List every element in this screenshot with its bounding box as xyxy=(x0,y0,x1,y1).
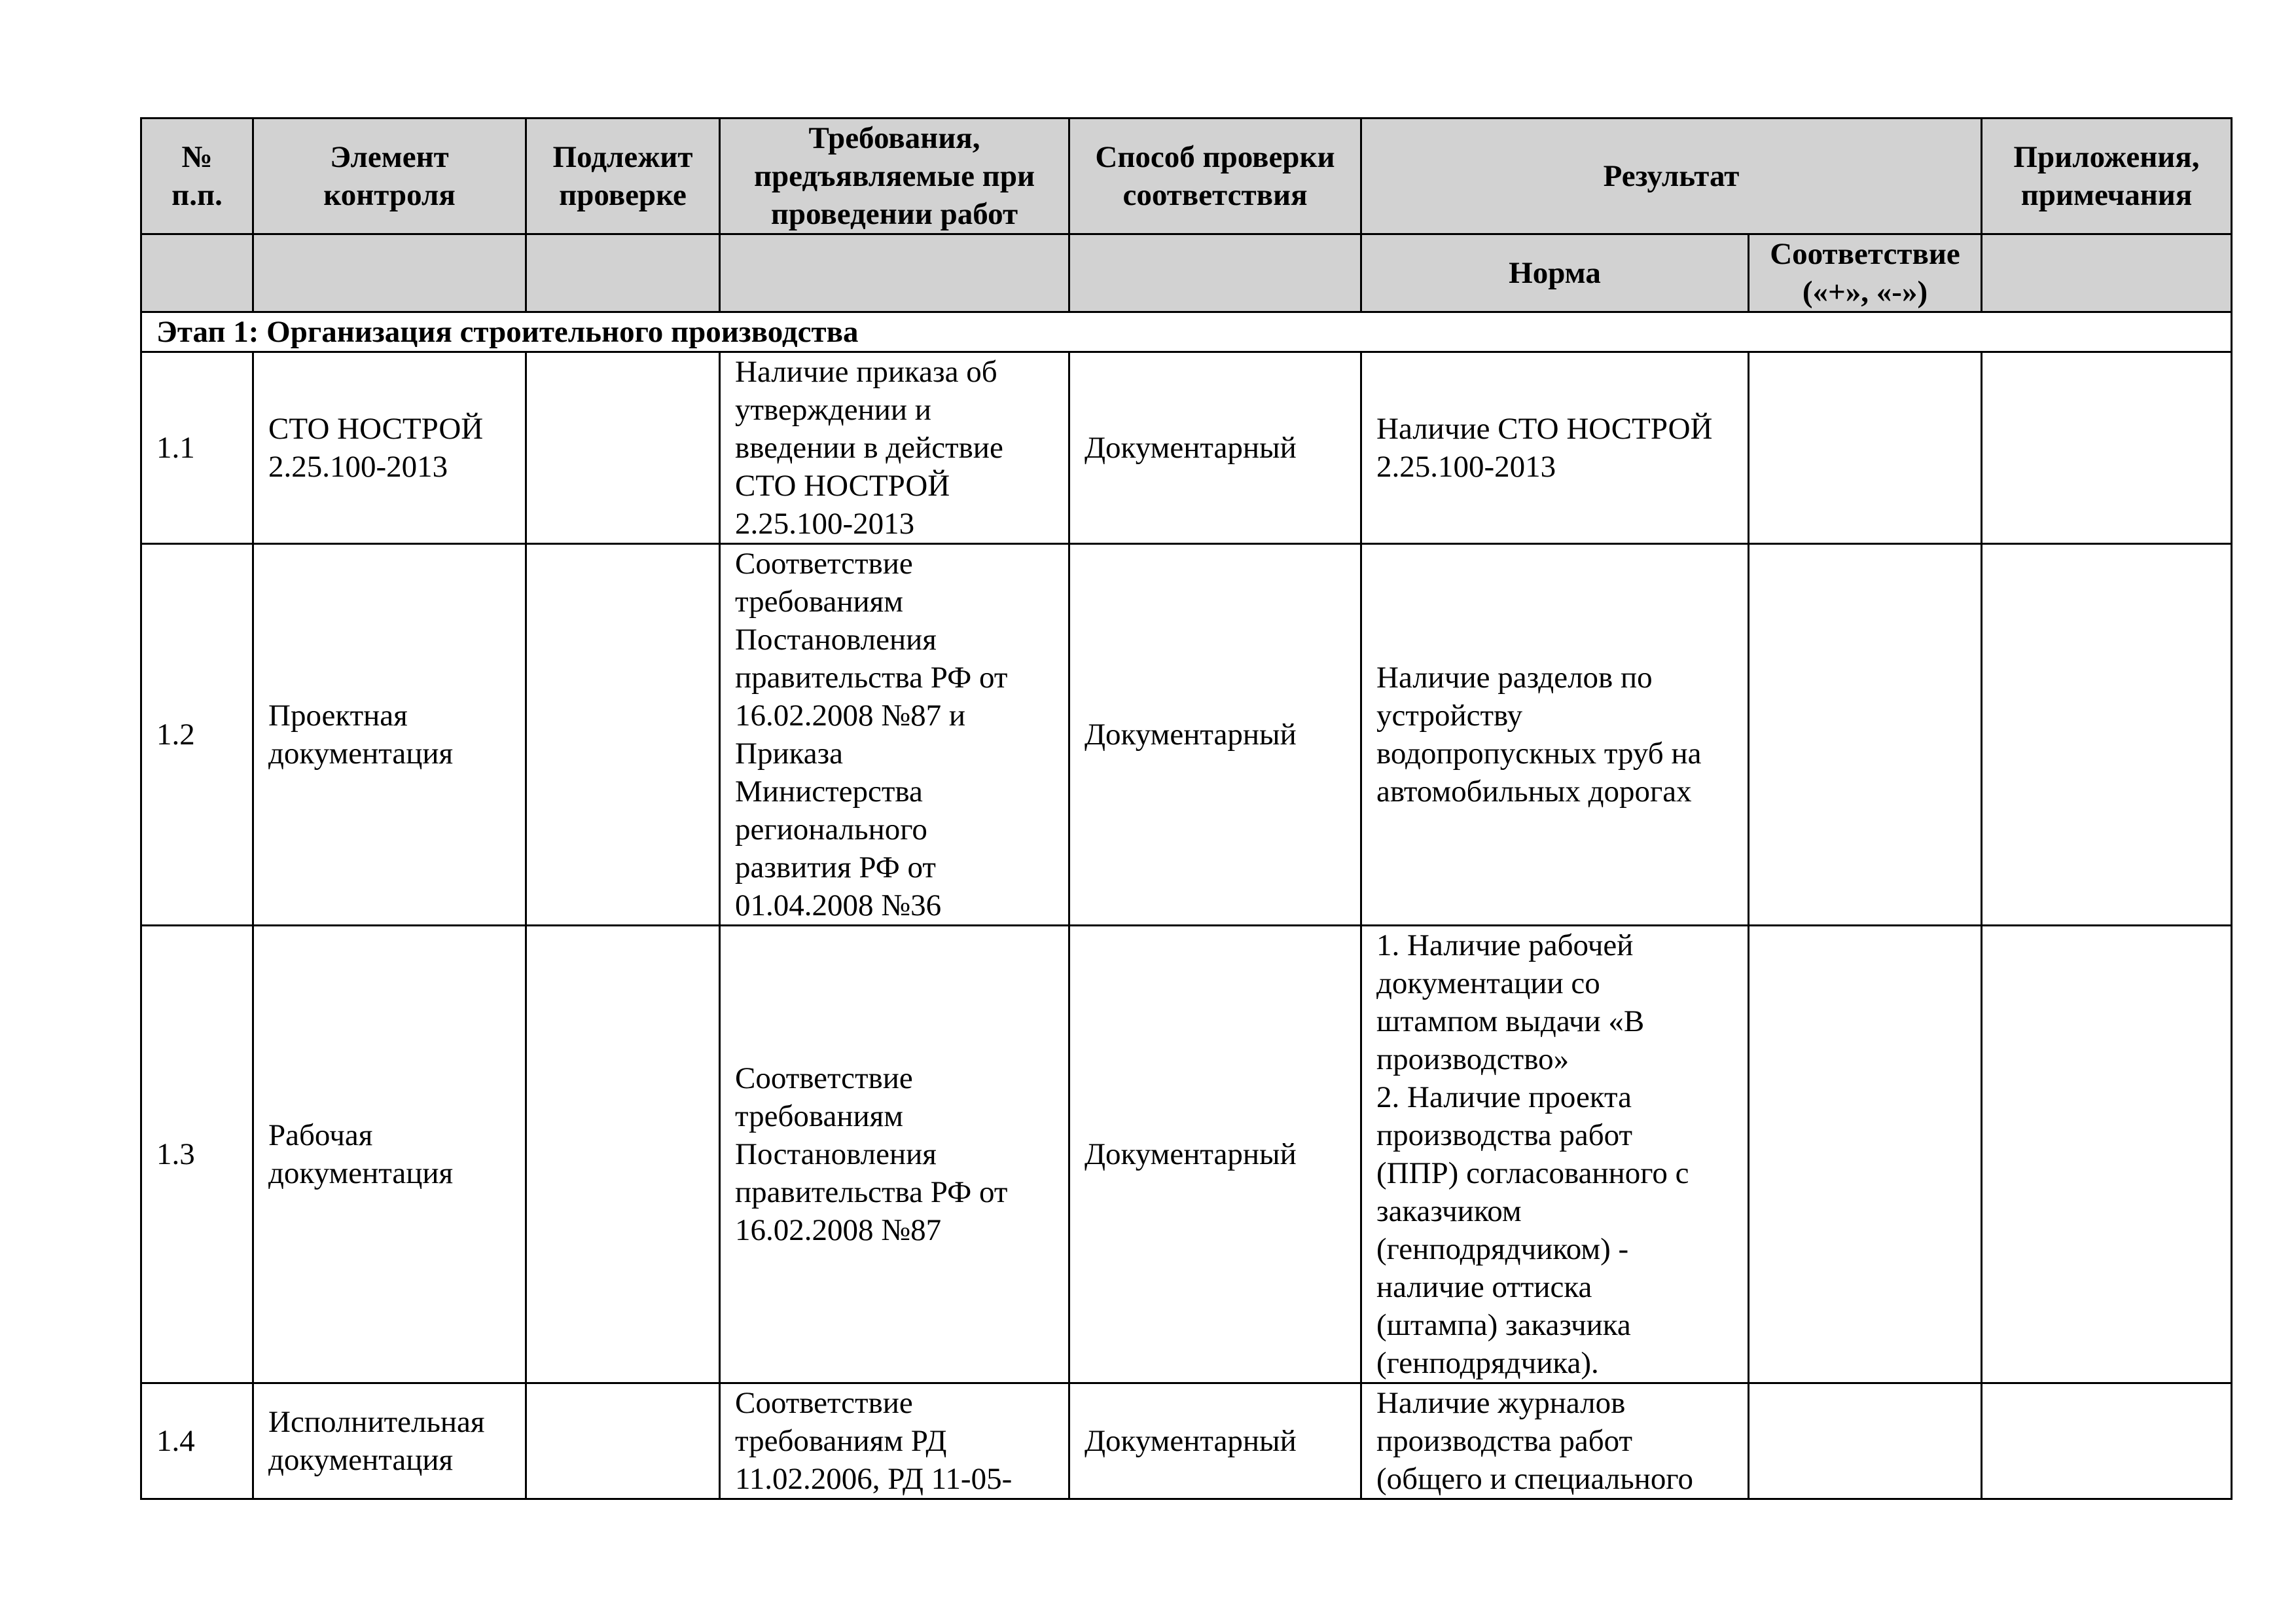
cell-compliance[interactable] xyxy=(1749,1383,1982,1499)
header-row-main xyxy=(141,119,2232,234)
cell-method: Документарный xyxy=(1069,544,1361,926)
cell-subject[interactable] xyxy=(526,352,720,544)
cell-subject[interactable] xyxy=(526,926,720,1383)
cell-norm: Наличие разделов по устройству водопропускных труб на автомобильных дорогах xyxy=(1361,544,1749,926)
cell-compliance[interactable] xyxy=(1749,352,1982,544)
cell-attachments[interactable] xyxy=(1982,1383,2232,1499)
cell-requirements: Соответствие требованиям РД 11.02.2006, РД 11-05- xyxy=(720,1383,1069,1499)
cell-num: 1.4 xyxy=(141,1383,253,1499)
cell-requirements: Наличие приказа об утверждении и введении в действие СТО НОСТРОЙ 2.25.100-2013 xyxy=(720,352,1069,544)
cell-method: Документарный xyxy=(1069,1383,1361,1499)
header-sub-empty xyxy=(1982,234,2232,312)
header-num: № п.п. xyxy=(141,119,253,234)
header-subject: Подлежит проверке xyxy=(526,119,720,234)
stage-row xyxy=(141,312,2232,352)
cell-num: 1.3 xyxy=(141,926,253,1383)
cell-requirements: Соответствие требованиям Постановления правительства РФ от 16.02.2008 №87 и Приказа Министерства регионального развития РФ от 01.04.2008 №36 xyxy=(720,544,1069,926)
cell-norm: Наличие СТО НОСТРОЙ 2.25.100-2013 xyxy=(1361,352,1749,544)
cell-method: Документарный xyxy=(1069,352,1361,544)
header-requirements: Требования, предъявляемые при проведении работ xyxy=(720,119,1069,234)
header-attachments: Приложения, примечания xyxy=(1982,119,2232,234)
table-row xyxy=(141,544,2232,926)
table-row xyxy=(141,1383,2232,1499)
header-result: Результат xyxy=(1361,119,1982,234)
cell-attachments[interactable] xyxy=(1982,544,2232,926)
stage-title: Этап 1: Организация строительного производства xyxy=(141,312,2232,352)
cell-num: 1.2 xyxy=(141,544,253,926)
header-method: Способ проверки соответствия xyxy=(1069,119,1361,234)
table-row xyxy=(141,352,2232,544)
cell-subject[interactable] xyxy=(526,544,720,926)
header-sub-empty xyxy=(1069,234,1361,312)
table-row xyxy=(141,926,2232,1383)
inspection-checklist-table xyxy=(140,117,2233,1500)
header-sub-empty xyxy=(253,234,526,312)
header-element: Элемент контроля xyxy=(253,119,526,234)
cell-element: СТО НОСТРОЙ 2.25.100-2013 xyxy=(253,352,526,544)
cell-num: 1.1 xyxy=(141,352,253,544)
cell-attachments[interactable] xyxy=(1982,352,2232,544)
cell-element: Проектная документация xyxy=(253,544,526,926)
cell-attachments[interactable] xyxy=(1982,926,2232,1383)
header-sub-empty xyxy=(720,234,1069,312)
header-compliance: Соответствие («+», «-») xyxy=(1749,234,1982,312)
cell-element: Рабочая документация xyxy=(253,926,526,1383)
cell-requirements: Соответствие требованиям Постановления правительства РФ от 16.02.2008 №87 xyxy=(720,926,1069,1383)
cell-compliance[interactable] xyxy=(1749,544,1982,926)
cell-method: Документарный xyxy=(1069,926,1361,1383)
cell-compliance[interactable] xyxy=(1749,926,1982,1383)
header-row-sub xyxy=(141,234,2232,312)
cell-subject[interactable] xyxy=(526,1383,720,1499)
cell-element: Исполнительная документация xyxy=(253,1383,526,1499)
cell-norm: Наличие журналов производства работ (общего и специального xyxy=(1361,1383,1749,1499)
cell-norm: 1. Наличие рабочей документации со штампом выдачи «В производство» 2. Наличие проекта производства работ (ППР) согласованного с заказчиком (генподрядчиком) - наличие оттиска (штампа) заказчика (генподрядчика). xyxy=(1361,926,1749,1383)
header-norm: Норма xyxy=(1361,234,1749,312)
header-sub-empty xyxy=(526,234,720,312)
header-sub-empty xyxy=(141,234,253,312)
